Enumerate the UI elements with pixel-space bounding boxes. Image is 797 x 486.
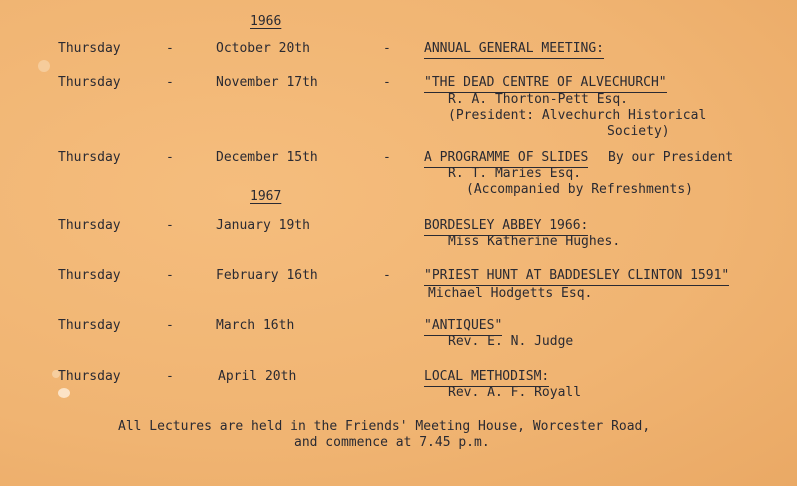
event-title: "ANTIQUES": [424, 318, 502, 336]
event-title: A PROGRAMME OF SLIDES: [424, 150, 588, 168]
event-title: "PRIEST HUNT AT BADDESLEY CLINTON 1591": [424, 268, 729, 286]
event-speaker: Rev. E. N. Judge: [448, 334, 574, 349]
event-dash: -: [166, 75, 174, 90]
event-speaker: Michael Hodgetts Esq.: [428, 286, 593, 301]
event-speaker: Miss Katherine Hughes.: [448, 234, 621, 249]
event-day: Thursday: [58, 218, 121, 233]
event-dash: -: [166, 318, 174, 333]
year-heading: 1966: [250, 14, 282, 29]
event-dash: -: [383, 41, 391, 56]
event-dash: -: [383, 150, 391, 165]
event-dash: -: [166, 41, 174, 56]
event-title: BORDESLEY ABBEY 1966:: [424, 218, 588, 236]
footer-note: and commence at 7.45 p.m.: [294, 435, 490, 450]
event-date: November 17th: [216, 75, 318, 90]
year-heading: 1967: [250, 189, 282, 204]
event-date: December 15th: [216, 150, 318, 165]
event-date: October 20th: [216, 41, 310, 56]
event-day: Thursday: [58, 150, 121, 165]
event-date: April 20th: [218, 369, 297, 384]
event-title-suffix: By our President: [608, 150, 734, 165]
event-day: Thursday: [58, 268, 121, 283]
event-date: January 19th: [216, 218, 310, 233]
event-speaker-note: Society): [607, 124, 670, 139]
event-dash: -: [166, 268, 174, 283]
event-dash: -: [383, 75, 391, 90]
event-dash: -: [166, 369, 174, 384]
event-date: March 16th: [216, 318, 295, 333]
event-speaker-note: (Accompanied by Refreshments): [466, 182, 693, 197]
event-title: ANNUAL GENERAL MEETING:: [424, 41, 604, 59]
event-title: LOCAL METHODISM:: [424, 369, 549, 387]
event-speaker: R. A. Thorton-Pett Esq.: [448, 92, 629, 107]
event-speaker: R. T. Maries Esq.: [448, 166, 582, 181]
event-dash: -: [383, 268, 391, 283]
event-day: Thursday: [58, 75, 121, 90]
event-day: Thursday: [58, 318, 121, 333]
event-day: Thursday: [58, 41, 121, 56]
event-dash: -: [166, 150, 174, 165]
paper-speck: [38, 60, 50, 72]
event-date: February 16th: [216, 268, 318, 283]
event-day: Thursday: [58, 369, 121, 384]
event-speaker-note: (President: Alvechurch Historical: [448, 108, 707, 123]
event-speaker: Rev. A. F. Royall: [448, 385, 582, 400]
paper-speck: [58, 388, 70, 398]
footer-note: All Lectures are held in the Friends' Meeting House, Worcester Road,: [118, 419, 651, 434]
event-dash: -: [166, 218, 174, 233]
event-title: "THE DEAD CENTRE OF ALVECHURCH": [424, 75, 667, 93]
paper-speck: [52, 370, 60, 378]
